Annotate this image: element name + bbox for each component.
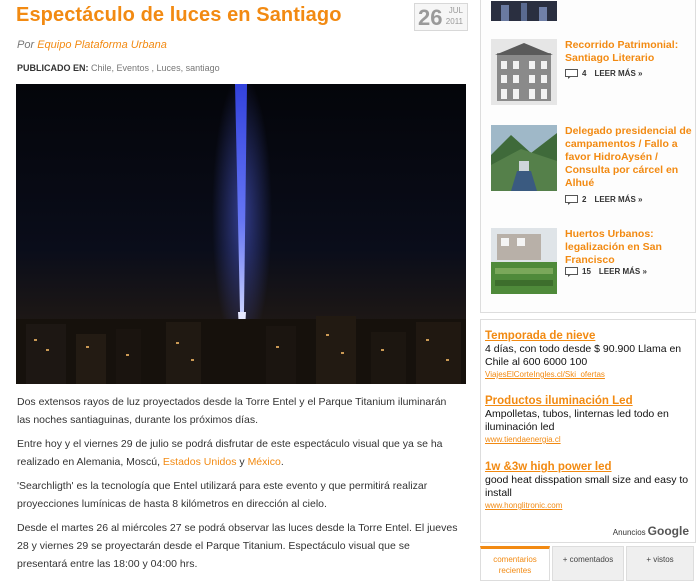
- related-post-2-thumbnail[interactable]: [491, 125, 557, 191]
- comment-icon: [565, 267, 578, 277]
- ads-panel: [480, 319, 696, 543]
- paragraph-2-text-b: y: [236, 456, 248, 468]
- google-logo: Google: [647, 524, 689, 538]
- ad-2-body: Ampolletas, tubos, linternas led todo en iluminación led: [485, 408, 669, 433]
- ad-1[interactable]: [485, 329, 693, 380]
- ad-1-url[interactable]: ViajesElCorteIngles.cl/Ski_ofertas: [485, 370, 605, 379]
- previous-post-thumbnail[interactable]: [491, 1, 557, 21]
- author-link[interactable]: Equipo Plataforma Urbana: [37, 39, 167, 51]
- ad-1-title[interactable]: Temporada de nieve: [485, 330, 596, 342]
- ad-3-body: good heat disspation small size and easy to install: [485, 474, 689, 499]
- published-label: PUBLICADO EN:: [17, 63, 89, 73]
- post-date-year: 2011: [445, 17, 463, 26]
- related-post-1[interactable]: [491, 39, 691, 119]
- article-paragraph-2: [17, 435, 462, 471]
- category-links[interactable]: Chile, Eventos , Luces, santiago: [91, 63, 220, 73]
- ad-3-url[interactable]: www.honglitronic.com: [485, 501, 563, 510]
- link-estados-unidos[interactable]: Estados Unidos: [162, 456, 237, 468]
- tab-most-viewed[interactable]: + vistos: [626, 546, 694, 581]
- byline-prefix: Por: [17, 39, 35, 51]
- article-paragraph-1: Dos extensos rayos de luz proyectados desde la Torre Entel y el Parque Titanium iluminarán las noches santiaguinas, durante los próximos días.: [17, 396, 447, 426]
- related-post-1-meta: [565, 69, 642, 79]
- related-post-3-meta: [565, 267, 647, 277]
- byline: [17, 39, 167, 51]
- related-post-3-title[interactable]: Huertos Urbanos: legalización en San Francisco: [565, 228, 662, 266]
- published-in: [17, 63, 220, 73]
- related-post-1-title[interactable]: Recorrido Patrimonial: Santiago Literario: [565, 39, 679, 64]
- related-post-1-comment-count[interactable]: 4: [582, 69, 587, 79]
- comment-tabs: [480, 546, 694, 583]
- ad-2-url[interactable]: www.tiendaenergia.cl: [485, 435, 561, 444]
- tab-most-commented[interactable]: + comentados: [552, 546, 624, 581]
- related-post-2-meta: [565, 195, 642, 205]
- ad-3[interactable]: [485, 460, 693, 511]
- paragraph-2-text-c: .: [280, 456, 284, 468]
- post-date-month: JUL: [448, 6, 463, 15]
- post-date-day: 26: [418, 5, 443, 30]
- night-skyline-photo[interactable]: [16, 84, 466, 384]
- sidebar: [478, 0, 700, 583]
- ad-3-title[interactable]: 1w &3w high power led: [485, 461, 612, 473]
- article-paragraph-3: 'Searchligth' es la tecnología que Entel utilizará para este evento y que permitirá realizar proyecciones lumínicas de hasta 8 kilómetros en dirección al cielo.: [17, 480, 428, 510]
- related-post-2-comment-count[interactable]: 2: [582, 195, 587, 205]
- paragraph-2-text-a: Entre hoy y el viernes 29 de julio se podrá disfrutar de este espectáculo visual que ya se ha realizado en Alemania, Moscú,: [17, 438, 443, 468]
- comment-icon: [565, 195, 578, 205]
- related-post-3[interactable]: [491, 228, 691, 308]
- post-title[interactable]: Espectáculo de luces en Santiago: [16, 4, 342, 26]
- article-paragraph-4: Desde el martes 26 al miércoles 27 se podrá observar las luces desde la Torre Entel. El jueves 28 y viernes 29 se proyectarán desde el Parque Titanium. Espectáculo visual que se presentará entre las 18:00 y 04:00 hrs.: [17, 522, 458, 570]
- ad-1-body: 4 días, con todo desde $ 90.900 Llama en Chile al 600 6000 100: [485, 343, 682, 368]
- related-post-2[interactable]: [491, 125, 691, 205]
- tab-recent-comments[interactable]: comentarios recientes: [480, 546, 550, 581]
- ad-2[interactable]: [485, 394, 693, 445]
- related-post-1-thumbnail[interactable]: [491, 39, 557, 105]
- related-post-2-read-more[interactable]: LEER MÁS »: [594, 195, 643, 205]
- ad-2-title[interactable]: Productos iluminación Led: [485, 395, 633, 407]
- post-date-box: [414, 3, 468, 31]
- link-mexico[interactable]: México: [247, 456, 281, 468]
- related-posts-panel: [480, 0, 696, 313]
- ads-footer-label: Anuncios: [612, 528, 646, 537]
- related-post-2-title[interactable]: Delegado presidencial de campamentos / Fallo a favor HidroAysén / Consulta por cárcel en Alhué: [565, 125, 692, 189]
- related-post-1-read-more[interactable]: LEER MÁS »: [594, 69, 643, 79]
- ads-by-google[interactable]: [613, 524, 689, 538]
- related-post-3-read-more[interactable]: LEER MÁS »: [598, 267, 647, 277]
- related-post-3-comment-count[interactable]: 15: [582, 267, 591, 277]
- related-post-3-thumbnail[interactable]: [491, 228, 557, 294]
- comment-icon: [565, 69, 578, 79]
